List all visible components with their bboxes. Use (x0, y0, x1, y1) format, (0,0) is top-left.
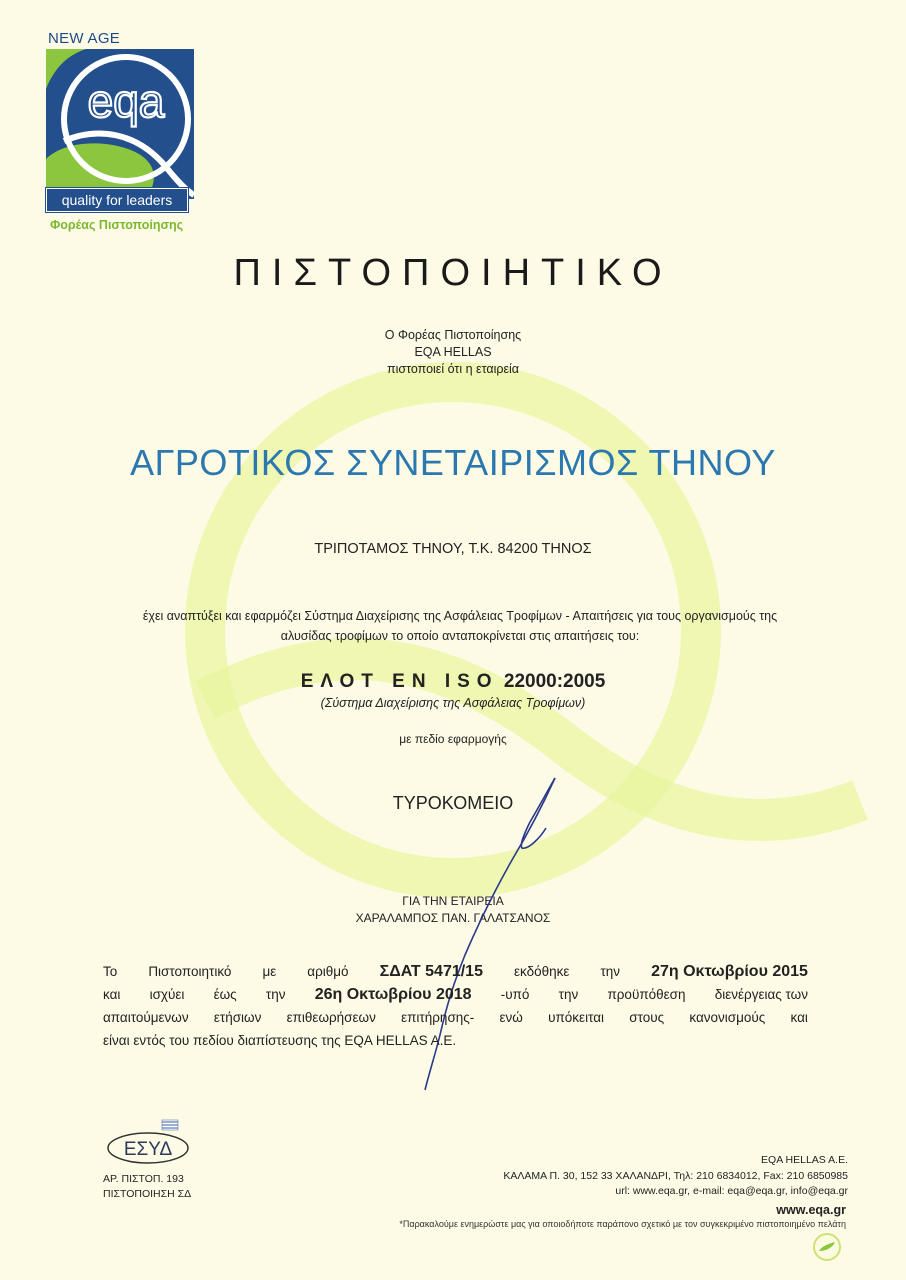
validity-word: ενώ (499, 1010, 523, 1025)
standard-subtitle: (Σύστημα Διαχείρισης της Ασφάλειας Τροφίμων) (320, 696, 586, 710)
validity-word: στους (629, 1010, 665, 1025)
issue-date: 27η Οκτωβρίου 2015 (651, 963, 808, 980)
standard-name (0, 671, 906, 693)
standard-prefix: ΕΛΟΤ ΕΝ ISO (300, 671, 499, 692)
scope-label: με πεδίο εφαρμογής (399, 732, 507, 746)
footer-address: ΚΑΛΑΜΑ Π. 30, 152 33 ΧΑΛΑΝΔΡΙ, Τηλ: 210 6834012, Fax: 210 6850985 (503, 1169, 848, 1182)
validity-word: την (558, 987, 579, 1002)
intro-line-1: Ο Φορέας Πιστοποίησης (384, 328, 522, 342)
footer-company: EQA HELLAS A.E. (761, 1154, 848, 1166)
accreditation-number: ΑΡ. ΠΙΣΤΟΠ. 193 (103, 1173, 184, 1185)
validity-word: επιθεωρήσεων (286, 1010, 376, 1025)
validity-word: με (262, 964, 277, 979)
validity-line-1 (103, 960, 808, 983)
certification-description (90, 606, 830, 646)
intro-line-2: EQA HELLAS (414, 345, 492, 359)
validity-word: αριθμό (307, 964, 349, 979)
validity-word: Το (103, 964, 118, 979)
accreditation-type: ΠΙΣΤΟΠΟΙΗΣΗ ΣΔ (103, 1188, 192, 1200)
standard-number: 22000:2005 (503, 671, 606, 692)
validity-word: εκδόθηκε (514, 964, 570, 979)
accreditation-text (103, 1172, 191, 1202)
validity-word: ισχύει (149, 987, 185, 1002)
validity-word: και (103, 987, 121, 1002)
validity-word: -υπό (500, 987, 530, 1002)
expiry-date: 26η Οκτωβρίου 2018 (314, 986, 472, 1003)
validity-word: διενέργειας των (714, 987, 808, 1002)
signer-block (0, 893, 906, 927)
svg-text:eqa: eqa (87, 75, 165, 127)
footer-website: www.eqa.gr (776, 1203, 846, 1217)
validity-word: επιτήρησης- (401, 1010, 475, 1025)
validity-word: προϋπόθεση (607, 987, 686, 1002)
esyd-logo-text: ΕΣΥΔ (123, 1139, 173, 1160)
eqa-logo (40, 30, 200, 232)
validity-line-2 (103, 983, 808, 1006)
footer-contact: url: www.eqa.gr, e-mail: eqa@eqa.gr, info@eqa.gr (615, 1185, 848, 1197)
footer-complaint-note: *Παρακαλούμε ενημερώστε μας για οποιοδήποτε παράπονο σχετικό με τον συγκεκριμένο πιστοποιημένο πελάτη (399, 1219, 846, 1229)
validity-line-4: είναι εντός του πεδίου διαπίστευσης της EQA HELLAS A.E. (103, 1033, 457, 1048)
certificate-intro (0, 327, 906, 378)
signer-line-1: ΓΙΑ ΤΗΝ ΕΤΑΙΡΕΙΑ (402, 894, 504, 908)
validity-word: την (600, 964, 621, 979)
footer-contact-block (503, 1153, 848, 1200)
validity-word: και (790, 1010, 808, 1025)
validity-word: κανονισμούς (689, 1010, 766, 1025)
validity-paragraph (103, 960, 808, 1052)
description-line-1: έχει αναπτύξει και εφαρμόζει Σύστημα Διαχείρισης της Ασφάλειας Τροφίμων - Απαιτήσεις για τους οργανισμούς της (142, 609, 778, 623)
green-leaf-badge-icon (812, 1232, 842, 1262)
description-line-2: αλυσίδας τροφίμων το οποίο ανταποκρίνεται στις απαιτήσεις του: (280, 629, 640, 643)
scope-value: ΤΥΡΟΚΟΜΕΙΟ (392, 793, 514, 813)
validity-word: έως (213, 987, 237, 1002)
company-address: ΤΡΙΠΟΤΑΜΟΣ ΤΗΝΟΥ, Τ.Κ. 84200 ΤΗΝΟΣ (314, 541, 592, 557)
intro-line-3: πιστοποιεί ότι η εταιρεία (386, 362, 520, 376)
logo-subtitle: Φορέας Πιστοποίησης (50, 218, 184, 232)
validity-line-3 (103, 1006, 808, 1029)
validity-word: την (265, 987, 286, 1002)
logo-new-age-text: NEW AGE (48, 30, 121, 47)
validity-word: υπόκειται (548, 1010, 605, 1025)
validity-word: Πιστοποιητικό (148, 964, 232, 979)
signer-name: ΧΑΡΑΛΑΜΠΟΣ ΠΑΝ. ΓΑΛΑΤΣΑΝΟΣ (355, 911, 551, 925)
company-name: ΑΓΡΟΤΙΚΟΣ ΣΥΝΕΤΑΙΡΙΣΜΟΣ ΤΗΝΟΥ (130, 442, 776, 483)
certificate-number: ΣΔΑΤ 5471/15 (379, 963, 483, 980)
eqa-mark-icon (46, 49, 194, 199)
validity-word: απαιτούμενων (103, 1010, 189, 1025)
certificate-title: ΠΙΣΤΟΠΟΙΗΤΙΚΟ (233, 252, 673, 294)
logo-tagline: quality for leaders (46, 188, 188, 212)
esyd-logo-icon (104, 1118, 194, 1166)
validity-word: ετήσιων (213, 1010, 262, 1025)
